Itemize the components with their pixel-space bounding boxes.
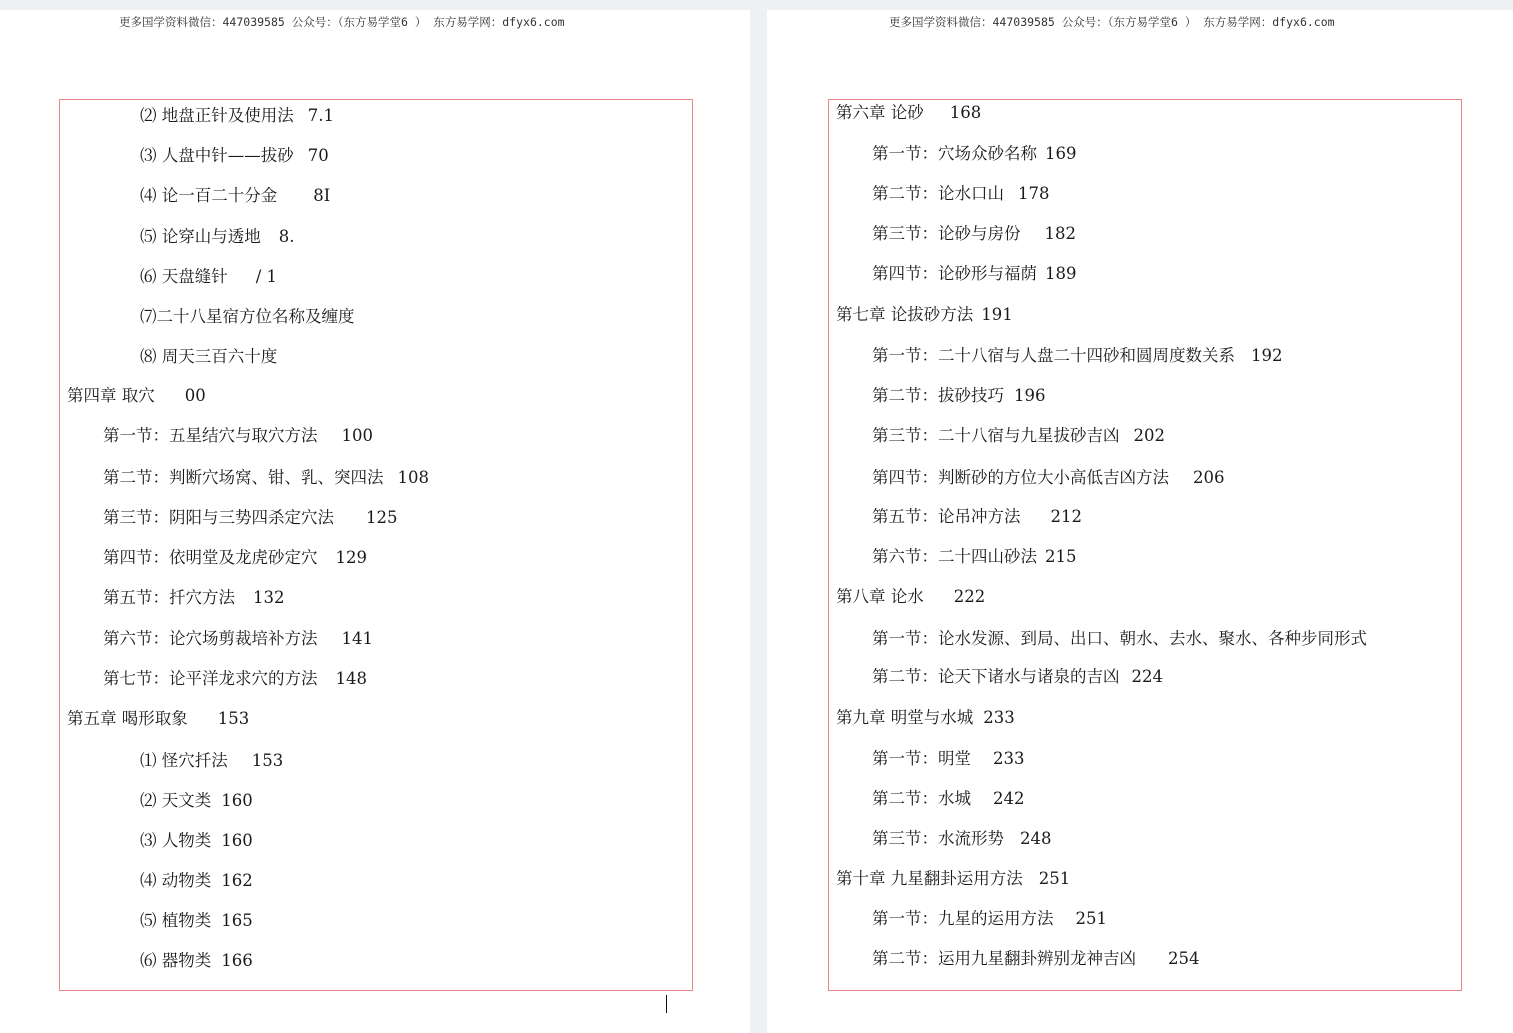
toc-page-number: 7.1 xyxy=(307,106,334,125)
toc-entry[interactable] xyxy=(872,949,1200,969)
toc-page-number: 132 xyxy=(253,588,285,607)
toc-entry[interactable] xyxy=(872,386,1046,406)
toc-page-number: 192 xyxy=(1251,346,1283,365)
toc-entry[interactable] xyxy=(872,547,1077,567)
toc-entry[interactable] xyxy=(140,267,277,287)
toc-entry-title: 第三节：阴阳与三势四杀定穴法 xyxy=(103,508,334,527)
toc-entry-title: ⑶ 人盘中针——拔砂 xyxy=(140,146,294,165)
toc-entry[interactable] xyxy=(103,588,285,608)
page-header: 更多国学资料微信：447039585 公众号：（东方易学堂6 ） 东方易学网：dfyx6.com xyxy=(119,15,565,29)
text-cursor xyxy=(666,995,667,1013)
left-page xyxy=(0,10,750,1033)
toc-entry-title: 第四节：判断砂的方位大小高低吉凶方法 xyxy=(872,468,1169,487)
toc-page-number: 108 xyxy=(397,468,429,487)
toc-entry-title: ⑺二十八星宿方位名称及缠度 xyxy=(140,307,355,326)
toc-entry[interactable] xyxy=(872,144,1077,164)
toc-entry[interactable] xyxy=(140,347,277,367)
toc-entry-title: ⑻ 周天三百六十度 xyxy=(140,347,278,366)
toc-page-number: 191 xyxy=(981,305,1013,324)
toc-page-number: 148 xyxy=(335,669,367,688)
toc-entry-title: ⑵ 天文类 xyxy=(140,791,212,810)
toc-entry-title: 第六节：二十四山砂法 xyxy=(872,547,1037,566)
toc-chapter[interactable] xyxy=(836,305,1013,325)
toc-entry-title: 第一节：穴场众砂名称 xyxy=(872,144,1037,163)
toc-entry[interactable] xyxy=(103,629,373,649)
toc-entry[interactable] xyxy=(103,508,398,528)
toc-entry-title: 第七节：论平洋龙求穴的方法 xyxy=(103,669,318,688)
toc-entry-title: ⑶ 人物类 xyxy=(140,831,212,850)
toc-entry[interactable] xyxy=(872,829,1052,849)
toc-entry-title: 第一节：五星结穴与取穴方法 xyxy=(103,426,318,445)
toc-page-number: 8. xyxy=(278,227,295,246)
toc-entry-title: 第五章 喝形取象 xyxy=(67,709,188,728)
toc-entry-title: 第四节：论砂形与福荫 xyxy=(872,264,1037,283)
toc-entry[interactable] xyxy=(140,751,283,771)
toc-entry[interactable] xyxy=(872,749,1025,769)
toc-page-number: 160 xyxy=(221,831,253,850)
toc-page-number: 162 xyxy=(221,871,253,890)
toc-page-number: 141 xyxy=(341,629,373,648)
toc-entry[interactable] xyxy=(872,184,1050,204)
toc-entry-title: 第二节：水城 xyxy=(872,789,971,808)
toc-chapter[interactable] xyxy=(836,708,1015,728)
toc-page-number: 160 xyxy=(221,791,253,810)
page-header: 更多国学资料微信：447039585 公众号：（东方易学堂6 ） 东方易学网：dfyx6.com xyxy=(889,15,1335,29)
toc-page-number: 251 xyxy=(1038,869,1071,888)
toc-entry-title: ⑸ 论穿山与透地 xyxy=(140,227,261,246)
toc-page-number: 168 xyxy=(949,103,982,122)
toc-entry-title: ⑹ 器物类 xyxy=(140,951,212,970)
toc-entry[interactable] xyxy=(140,186,330,206)
toc-entry[interactable] xyxy=(872,224,1076,244)
toc-chapter[interactable] xyxy=(67,386,206,406)
toc-entry-title: 第三节：水流形势 xyxy=(872,829,1004,848)
toc-chapter[interactable] xyxy=(836,103,981,123)
toc-entry-title: 第二节：论水口山 xyxy=(872,184,1004,203)
toc-entry-title: ⑸ 植物类 xyxy=(140,911,212,930)
toc-page-number: 153 xyxy=(217,709,250,728)
toc-page-number: / 1 xyxy=(255,267,278,286)
toc-entry[interactable] xyxy=(140,307,355,327)
toc-page-number: 182 xyxy=(1044,224,1076,243)
toc-entry-title: 第一节：论水发源、到局、出口、朝水、去水、聚水、各种步同形式 xyxy=(872,629,1367,648)
toc-entry[interactable] xyxy=(140,871,253,891)
toc-entry-title: 第十章 九星翻卦运用方法 xyxy=(836,869,1023,888)
toc-page-number: 165 xyxy=(221,911,253,930)
toc-entry-title: 第一节：九星的运用方法 xyxy=(872,909,1054,928)
toc-entry-title: 第二节：拔砂技巧 xyxy=(872,386,1004,405)
toc-page-number: 222 xyxy=(953,587,986,606)
toc-entry[interactable] xyxy=(103,669,367,689)
toc-entry[interactable] xyxy=(140,227,295,247)
toc-page-number: 215 xyxy=(1045,547,1077,566)
toc-entry-title: 第五节：扦穴方法 xyxy=(103,588,235,607)
toc-entry[interactable] xyxy=(872,507,1082,527)
toc-entry[interactable] xyxy=(872,909,1107,929)
toc-chapter[interactable] xyxy=(67,709,249,729)
toc-entry[interactable] xyxy=(872,667,1163,687)
toc-entry[interactable] xyxy=(140,831,253,851)
right-page xyxy=(767,10,1513,1033)
toc-page-number: 196 xyxy=(1014,386,1046,405)
toc-entry-title: 第三节：论砂与房份 xyxy=(872,224,1021,243)
toc-page-number: 169 xyxy=(1045,144,1077,163)
toc-entry-title: 第四节：依明堂及龙虎砂定穴 xyxy=(103,548,318,567)
toc-entry[interactable] xyxy=(103,426,373,446)
toc-page-number: 206 xyxy=(1193,468,1225,487)
toc-entry[interactable] xyxy=(140,106,334,126)
toc-entry[interactable] xyxy=(103,548,367,568)
toc-entry-title: ⑴ 怪穴扦法 xyxy=(140,751,228,770)
toc-page-number: 233 xyxy=(983,708,1015,727)
toc-entry-title: 第一节：二十八宿与人盘二十四砂和圆周度数关系 xyxy=(872,346,1235,365)
toc-page-number: 00 xyxy=(184,386,206,405)
toc-entry-title: 第七章 论拔砂方法 xyxy=(836,305,974,324)
toc-page-number: 224 xyxy=(1131,667,1163,686)
toc-page-number: 166 xyxy=(221,951,253,970)
toc-entry-title: 第四章 取穴 xyxy=(67,386,155,405)
toc-entry-title: 第二节：判断穴场窝、钳、乳、突四法 xyxy=(103,468,384,487)
toc-entry[interactable] xyxy=(140,791,253,811)
toc-entry-title: 第六章 论砂 xyxy=(836,103,924,122)
toc-chapter[interactable] xyxy=(836,869,1070,889)
toc-page-number: 189 xyxy=(1045,264,1077,283)
toc-page-number: 242 xyxy=(993,789,1025,808)
toc-page-number: 125 xyxy=(366,508,398,527)
toc-page-number: 251 xyxy=(1075,909,1107,928)
toc-entry[interactable] xyxy=(872,346,1283,366)
toc-entry-title: ⑵ 地盘正针及使用法 xyxy=(140,106,294,125)
toc-entry-title: 第八章 论水 xyxy=(836,587,924,606)
toc-entry[interactable] xyxy=(872,426,1165,446)
toc-entry-title: 第六节：论穴场剪裁培补方法 xyxy=(103,629,318,648)
toc-entry[interactable] xyxy=(103,468,429,488)
toc-page-number: 153 xyxy=(251,751,284,770)
toc-page-number: 100 xyxy=(341,426,373,445)
toc-entry-title: ⑷ 论一百二十分金 xyxy=(140,186,278,205)
toc-entry[interactable] xyxy=(140,146,329,166)
toc-entry[interactable] xyxy=(140,911,253,931)
toc-entry-title: ⑷ 动物类 xyxy=(140,871,212,890)
toc-page-number: 8I xyxy=(313,186,331,205)
toc-entry[interactable] xyxy=(872,264,1077,284)
toc-page-number: 248 xyxy=(1020,829,1052,848)
toc-page-number: 212 xyxy=(1050,507,1082,526)
toc-page-number: 70 xyxy=(307,146,329,165)
toc-page-number: 233 xyxy=(993,749,1025,768)
toc-entry[interactable] xyxy=(872,629,1367,649)
toc-entry-title: 第九章 明堂与水城 xyxy=(836,708,974,727)
toc-entry[interactable] xyxy=(140,951,253,971)
toc-entry-title: 第二节：论天下诸水与诸泉的吉凶 xyxy=(872,667,1120,686)
toc-entry[interactable] xyxy=(872,468,1225,488)
toc-entry-title: 第五节：论吊冲方法 xyxy=(872,507,1021,526)
toc-chapter[interactable] xyxy=(836,587,985,607)
toc-entry[interactable] xyxy=(872,789,1025,809)
toc-page-number: 129 xyxy=(335,548,367,567)
toc-entry-title: 第二节：运用九星翻卦辨别龙神吉凶 xyxy=(872,949,1136,968)
toc-page-number: 202 xyxy=(1133,426,1165,445)
toc-entry-title: 第三节：二十八宿与九星拔砂吉凶 xyxy=(872,426,1120,445)
toc-page-number: 254 xyxy=(1168,949,1200,968)
toc-entry-title: 第一节：明堂 xyxy=(872,749,971,768)
toc-entry-title: ⑹ 天盘缝针 xyxy=(140,267,228,286)
toc-page-number: 178 xyxy=(1018,184,1050,203)
